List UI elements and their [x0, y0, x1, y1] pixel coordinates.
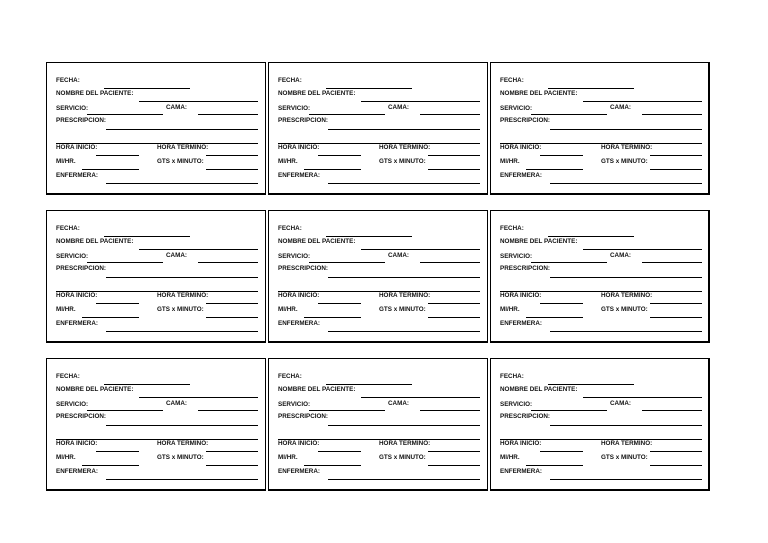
gts-minuto-line[interactable]	[650, 169, 702, 170]
hora-termino-label: HORA TERMINO:	[601, 292, 653, 299]
nombre-label: NOMBRE DEL PACIENTE:	[500, 90, 578, 97]
hora-inicio-label: HORA INICIO:	[500, 440, 542, 447]
gts-minuto-label: GTS x MINUTO:	[157, 454, 204, 461]
servicio-label: SERVICIO:	[500, 253, 533, 260]
prescripcion-label: PRESCRIPCION:	[278, 413, 329, 420]
fecha-line[interactable]	[326, 384, 412, 385]
fecha-line[interactable]	[548, 88, 634, 89]
enfermera-label: ENFERMERA:	[56, 468, 98, 475]
nombre-label: NOMBRE DEL PACIENTE:	[56, 238, 134, 245]
servicio-line[interactable]	[531, 262, 607, 263]
infusion-label-card-7	[46, 358, 266, 491]
nombre-line[interactable]	[583, 249, 702, 250]
servicio-line[interactable]	[531, 410, 607, 411]
infusion-label-card-6	[490, 210, 710, 343]
servicio-label: SERVICIO:	[500, 105, 533, 112]
prescripcion-line[interactable]	[106, 425, 258, 426]
enfermera-label: ENFERMERA:	[278, 320, 320, 327]
enfermera-line[interactable]	[106, 331, 258, 332]
nombre-label: NOMBRE DEL PACIENTE:	[500, 238, 578, 245]
fecha-line[interactable]	[548, 236, 634, 237]
servicio-label: SERVICIO:	[56, 105, 89, 112]
nombre-label: NOMBRE DEL PACIENTE:	[56, 90, 134, 97]
servicio-label: SERVICIO:	[500, 401, 533, 408]
servicio-label: SERVICIO:	[278, 253, 311, 260]
hora-inicio-line[interactable]	[540, 303, 583, 304]
gts-minuto-label: GTS x MINUTO:	[379, 158, 426, 165]
enfermera-line[interactable]	[328, 331, 480, 332]
infusion-label-card-4	[46, 210, 266, 343]
enfermera-label: ENFERMERA:	[278, 172, 320, 179]
enfermera-line[interactable]	[550, 479, 702, 480]
prescripcion-label: PRESCRIPCION:	[56, 117, 107, 124]
infusion-label-card-9	[490, 358, 710, 491]
servicio-line[interactable]	[87, 262, 163, 263]
servicio-label: SERVICIO:	[56, 401, 89, 408]
gts-minuto-label: GTS x MINUTO:	[601, 158, 648, 165]
nombre-label: NOMBRE DEL PACIENTE:	[278, 90, 356, 97]
prescripcion-line[interactable]	[328, 129, 480, 130]
fecha-label: FECHA:	[500, 373, 524, 380]
hora-inicio-label: HORA INICIO:	[500, 144, 542, 151]
prescripcion-line[interactable]	[106, 277, 258, 278]
hora-inicio-label: HORA INICIO:	[500, 292, 542, 299]
enfermera-label: ENFERMERA:	[56, 172, 98, 179]
gts-minuto-label: GTS x MINUTO:	[601, 454, 648, 461]
infusion-label-card-5	[268, 210, 488, 343]
enfermera-label: ENFERMERA:	[500, 172, 542, 179]
ml-hr-line[interactable]	[304, 317, 361, 318]
enfermera-label: ENFERMERA:	[500, 468, 542, 475]
fecha-label: FECHA:	[56, 225, 80, 232]
hora-termino-line[interactable]	[650, 451, 702, 452]
ml-hr-line[interactable]	[526, 169, 583, 170]
hora-inicio-line[interactable]	[318, 451, 361, 452]
hora-termino-line[interactable]	[206, 155, 258, 156]
gts-minuto-label: GTS x MINUTO:	[379, 306, 426, 313]
hora-termino-label: HORA TERMINO:	[157, 292, 209, 299]
hora-inicio-line[interactable]	[318, 303, 361, 304]
nombre-label: NOMBRE DEL PACIENTE:	[278, 386, 356, 393]
prescripcion-line[interactable]	[328, 277, 480, 278]
cama-label: CAMA:	[166, 400, 187, 407]
fecha-line[interactable]	[548, 384, 634, 385]
prescripcion-line[interactable]	[550, 425, 702, 426]
cama-label: CAMA:	[610, 252, 631, 259]
hora-termino-label: HORA TERMINO:	[601, 440, 653, 447]
cama-line[interactable]	[642, 410, 702, 411]
hora-termino-label: HORA TERMINO:	[157, 144, 209, 151]
ml-hr-line[interactable]	[526, 317, 583, 318]
hora-termino-line[interactable]	[650, 303, 702, 304]
fecha-label: FECHA:	[278, 225, 302, 232]
ml-hr-label: Ml/HR.	[278, 454, 298, 461]
hora-termino-line[interactable]	[650, 155, 702, 156]
cama-line[interactable]	[198, 410, 258, 411]
nombre-label: NOMBRE DEL PACIENTE:	[500, 386, 578, 393]
prescripcion-line[interactable]	[550, 129, 702, 130]
fecha-label: FECHA:	[500, 77, 524, 84]
cama-line[interactable]	[198, 114, 258, 115]
nombre-line[interactable]	[583, 101, 702, 102]
nombre-line[interactable]	[361, 397, 480, 398]
enfermera-label: ENFERMERA:	[278, 468, 320, 475]
infusion-label-card-1	[46, 62, 266, 195]
gts-minuto-line[interactable]	[428, 169, 480, 170]
fecha-line[interactable]	[326, 88, 412, 89]
servicio-line[interactable]	[87, 410, 163, 411]
hora-inicio-label: HORA INICIO:	[56, 440, 98, 447]
enfermera-line[interactable]	[550, 331, 702, 332]
fecha-line[interactable]	[104, 236, 190, 237]
hora-inicio-line[interactable]	[540, 451, 583, 452]
enfermera-label: ENFERMERA:	[56, 320, 98, 327]
hora-inicio-label: HORA INICIO:	[56, 144, 98, 151]
prescripcion-line[interactable]	[550, 277, 702, 278]
cama-line[interactable]	[420, 410, 480, 411]
gts-minuto-label: GTS x MINUTO:	[379, 454, 426, 461]
gts-minuto-line[interactable]	[206, 465, 258, 466]
ml-hr-label: Ml/HR.	[56, 454, 76, 461]
nombre-label: NOMBRE DEL PACIENTE:	[278, 238, 356, 245]
ml-hr-label: Ml/HR.	[500, 454, 520, 461]
nombre-line[interactable]	[361, 101, 480, 102]
ml-hr-line[interactable]	[304, 169, 361, 170]
nombre-line[interactable]	[139, 397, 258, 398]
infusion-label-card-8	[268, 358, 488, 491]
prescripcion-line[interactable]	[106, 129, 258, 130]
nombre-line[interactable]	[361, 249, 480, 250]
gts-minuto-label: GTS x MINUTO:	[601, 306, 648, 313]
hora-termino-label: HORA TERMINO:	[379, 440, 431, 447]
hora-termino-line[interactable]	[428, 155, 480, 156]
nombre-line[interactable]	[139, 249, 258, 250]
hora-inicio-line[interactable]	[96, 451, 139, 452]
cama-line[interactable]	[420, 114, 480, 115]
hora-inicio-line[interactable]	[540, 155, 583, 156]
ml-hr-label: Ml/HR.	[56, 306, 76, 313]
fecha-label: FECHA:	[278, 373, 302, 380]
hora-termino-label: HORA TERMINO:	[157, 440, 209, 447]
ml-hr-label: Ml/HR.	[500, 306, 520, 313]
cama-label: CAMA:	[610, 104, 631, 111]
cama-label: CAMA:	[388, 252, 409, 259]
ml-hr-label: Ml/HR.	[56, 158, 76, 165]
nombre-line[interactable]	[583, 397, 702, 398]
prescripcion-label: PRESCRIPCION:	[500, 265, 551, 272]
gts-minuto-line[interactable]	[428, 317, 480, 318]
hora-inicio-line[interactable]	[96, 303, 139, 304]
servicio-label: SERVICIO:	[278, 105, 311, 112]
servicio-line[interactable]	[531, 114, 607, 115]
fecha-label: FECHA:	[56, 373, 80, 380]
ml-hr-line[interactable]	[304, 465, 361, 466]
enfermera-label: ENFERMERA:	[500, 320, 542, 327]
fecha-label: FECHA:	[278, 77, 302, 84]
infusion-label-card-3	[490, 62, 710, 195]
hora-termino-label: HORA TERMINO:	[379, 292, 431, 299]
enfermera-line[interactable]	[328, 183, 480, 184]
prescripcion-label: PRESCRIPCION:	[500, 413, 551, 420]
hora-inicio-line[interactable]	[96, 155, 139, 156]
hora-termino-line[interactable]	[206, 451, 258, 452]
cama-label: CAMA:	[610, 400, 631, 407]
hora-inicio-line[interactable]	[318, 155, 361, 156]
gts-minuto-line[interactable]	[650, 317, 702, 318]
cama-label: CAMA:	[388, 104, 409, 111]
ml-hr-line[interactable]	[526, 465, 583, 466]
servicio-line[interactable]	[87, 114, 163, 115]
ml-hr-line[interactable]	[82, 169, 139, 170]
cama-label: CAMA:	[166, 104, 187, 111]
gts-minuto-line[interactable]	[206, 169, 258, 170]
hora-termino-label: HORA TERMINO:	[379, 144, 431, 151]
ml-hr-label: Ml/HR.	[278, 306, 298, 313]
hora-inicio-label: HORA INICIO:	[278, 440, 320, 447]
ml-hr-line[interactable]	[82, 317, 139, 318]
fecha-line[interactable]	[104, 88, 190, 89]
cama-line[interactable]	[198, 262, 258, 263]
servicio-label: SERVICIO:	[56, 253, 89, 260]
enfermera-line[interactable]	[106, 183, 258, 184]
hora-inicio-label: HORA INICIO:	[278, 292, 320, 299]
prescripcion-label: PRESCRIPCION:	[278, 117, 329, 124]
infusion-label-card-2	[268, 62, 488, 195]
prescripcion-label: PRESCRIPCION:	[56, 265, 107, 272]
enfermera-line[interactable]	[106, 479, 258, 480]
gts-minuto-line[interactable]	[428, 465, 480, 466]
prescripcion-label: PRESCRIPCION:	[278, 265, 329, 272]
gts-minuto-label: GTS x MINUTO:	[157, 306, 204, 313]
gts-minuto-line[interactable]	[206, 317, 258, 318]
enfermera-line[interactable]	[328, 479, 480, 480]
servicio-line[interactable]	[309, 114, 385, 115]
hora-termino-line[interactable]	[206, 303, 258, 304]
hora-termino-label: HORA TERMINO:	[601, 144, 653, 151]
fecha-line[interactable]	[104, 384, 190, 385]
cama-label: CAMA:	[166, 252, 187, 259]
ml-hr-label: Ml/HR.	[278, 158, 298, 165]
fecha-label: FECHA:	[56, 77, 80, 84]
cama-line[interactable]	[420, 262, 480, 263]
prescripcion-line[interactable]	[328, 425, 480, 426]
nombre-label: NOMBRE DEL PACIENTE:	[56, 386, 134, 393]
hora-inicio-label: HORA INICIO:	[56, 292, 98, 299]
servicio-line[interactable]	[309, 410, 385, 411]
cama-label: CAMA:	[388, 400, 409, 407]
prescripcion-label: PRESCRIPCION:	[56, 413, 107, 420]
cama-line[interactable]	[642, 114, 702, 115]
servicio-line[interactable]	[309, 262, 385, 263]
fecha-label: FECHA:	[500, 225, 524, 232]
gts-minuto-label: GTS x MINUTO:	[157, 158, 204, 165]
prescripcion-label: PRESCRIPCION:	[500, 117, 551, 124]
servicio-label: SERVICIO:	[278, 401, 311, 408]
hora-termino-line[interactable]	[428, 451, 480, 452]
nombre-line[interactable]	[139, 101, 258, 102]
enfermera-line[interactable]	[550, 183, 702, 184]
ml-hr-line[interactable]	[82, 465, 139, 466]
ml-hr-label: Ml/HR.	[500, 158, 520, 165]
hora-termino-line[interactable]	[428, 303, 480, 304]
gts-minuto-line[interactable]	[650, 465, 702, 466]
fecha-line[interactable]	[326, 236, 412, 237]
cama-line[interactable]	[642, 262, 702, 263]
hora-inicio-label: HORA INICIO:	[278, 144, 320, 151]
